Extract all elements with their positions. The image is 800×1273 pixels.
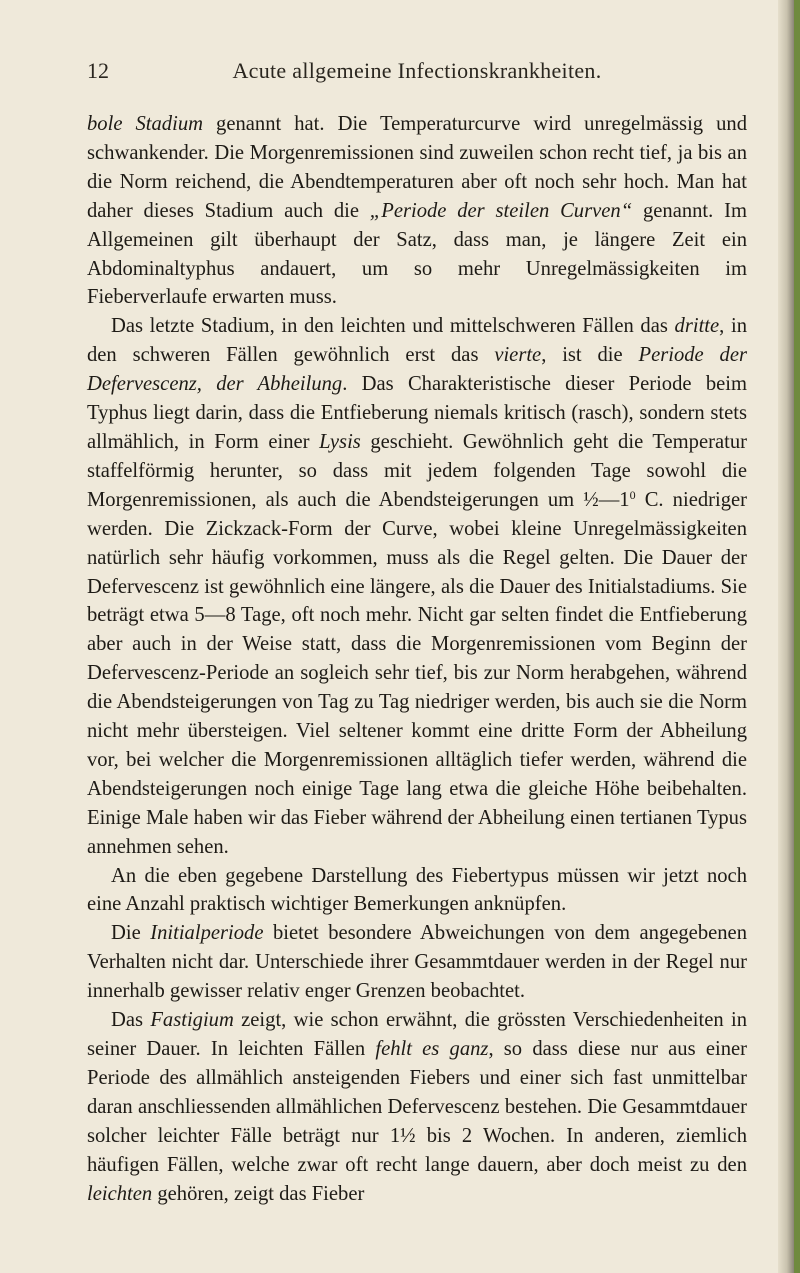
italic-term: vierte bbox=[494, 344, 542, 367]
italic-term: bole Stadium bbox=[87, 113, 203, 135]
degree-superscript: 0 bbox=[629, 487, 636, 502]
paragraph: Das letzte Stadium, in den leichten und mittelschweren Fällen das dritte, in den schweren Fällen gewöhnlich erst das vierte, ist die Periode der Defervescenz, der Abheilung. Das Charakteristische dieser Periode beim Typhus liegt darin, dass die Entfieberung niemals kritisch (rasch), sondern stets allmählich, in Form einer Lysis geschieht. Gewöhnlich geht die Temperatur staffelförmig herunter, so dass mit jedem folgenden Tage sowohl die Morgenremissionen, als auch die Abendsteigerungen um $\frac{1}{2}—1^0$ C. niedriger werden. Die Zickzack-Form der Curve, wobei kleine Unregelmässigkeiten natürlich sehr häufig vorkommen, muss als die Regel gelten. Die Dauer der Defervescenz ist gewöhnlich eine längere, als die Dauer des Initialstadiums. Sie beträgt etwa 5—8 Tage, oft noch mehr. Nicht gar selten findet die Entfieberung aber auch in der Weise statt, dass die Morgenremissionen vom Beginn der Defervescenz-Periode an sogleich sehr tief, bis zur Norm herabgehen, während die Abendsteigerungen von Tag zu Tag niedriger werden, bis auch sie die Norm nicht mehr übersteigen. Viel seltener kommt eine dritte Form der Abheilung vor, bei welcher die Morgenremissionen alltäglich tiefer werden, während die Abendsteigerungen noch einige Tage lang etwa die gleiche Höhe beibehalten. Einige Male haben wir das Fieber während der Abheilung einen tertianen Typus annehmen sehen. bbox=[87, 315, 748, 858]
paragraph: Das Fastigium zeigt, wie schon erwähnt, die grössten Verschiedenheiten in seiner Dauer. In leichten Fällen fehlt es ganz, so dass diese nur aus einer Periode des allmählich ansteigenden Fiebers und einer sich fast unmittelbar daran anschliessenden allmählichen Defervescenz bestehen. Die Gesammtdauer solcher leichter Fälle beträgt nur 1½ bis 2 Wochen. In anderen, ziemlich häufigen Fällen, welche zwar oft recht lange dauern, aber doch meist zu den leichten gehören, zeigt das Fieber bbox=[87, 1009, 747, 1205]
book-edge-strip bbox=[794, 0, 800, 1273]
italic-term: Fastigium bbox=[150, 1009, 234, 1032]
page-number: 12 bbox=[87, 58, 109, 83]
paragraph: An die eben gegebene Darstellung des Fiebertypus müssen wir jetzt noch eine Anzahl praktisch wichtiger Bemerkungen anknüpfen. bbox=[87, 864, 747, 916]
body-text bbox=[87, 110, 747, 1208]
running-title: Acute allgemeine Infectionskrankheiten. bbox=[232, 58, 602, 83]
italic-term: Periode der Defervescenz, der Abheilung bbox=[87, 344, 747, 396]
italic-term: fehlt es ganz bbox=[375, 1038, 489, 1060]
page-header bbox=[87, 58, 747, 88]
paragraph: Die Initialperiode bietet besondere Abweichungen von dem angegebenen Verhalten nicht dar. Unterschiede ihrer Gesammtdauer werden in der Regel nur innerhalb gewisser relativ enger Grenzen beobachtet. bbox=[87, 922, 747, 1003]
italic-term: leichten bbox=[87, 1182, 153, 1205]
italic-term: dritte bbox=[674, 315, 720, 338]
paragraph: bole Stadium genannt hat. Die Temperaturcurve wird unregelmässig und schwankender. Die Morgenremissionen sind zuweilen schon recht tief, ja bis an die Norm reichend, die Abendtemperaturen aber oft noch sehr hoch. Man hat daher dieses Stadium auch die „Periode der steilen Curven“ genannt. Im Allgemeinen gilt überhaupt der Satz, dass man, je längere Zeit ein Abdominaltyphus andauert, um so mehr Unregelmässigkeiten im Fieberverlaufe erwarten muss. bbox=[87, 113, 748, 309]
italic-term: Initialperiode bbox=[150, 922, 264, 945]
italic-term: Lysis bbox=[319, 430, 361, 453]
italic-term: „Periode der steilen Curven“ bbox=[369, 199, 633, 222]
